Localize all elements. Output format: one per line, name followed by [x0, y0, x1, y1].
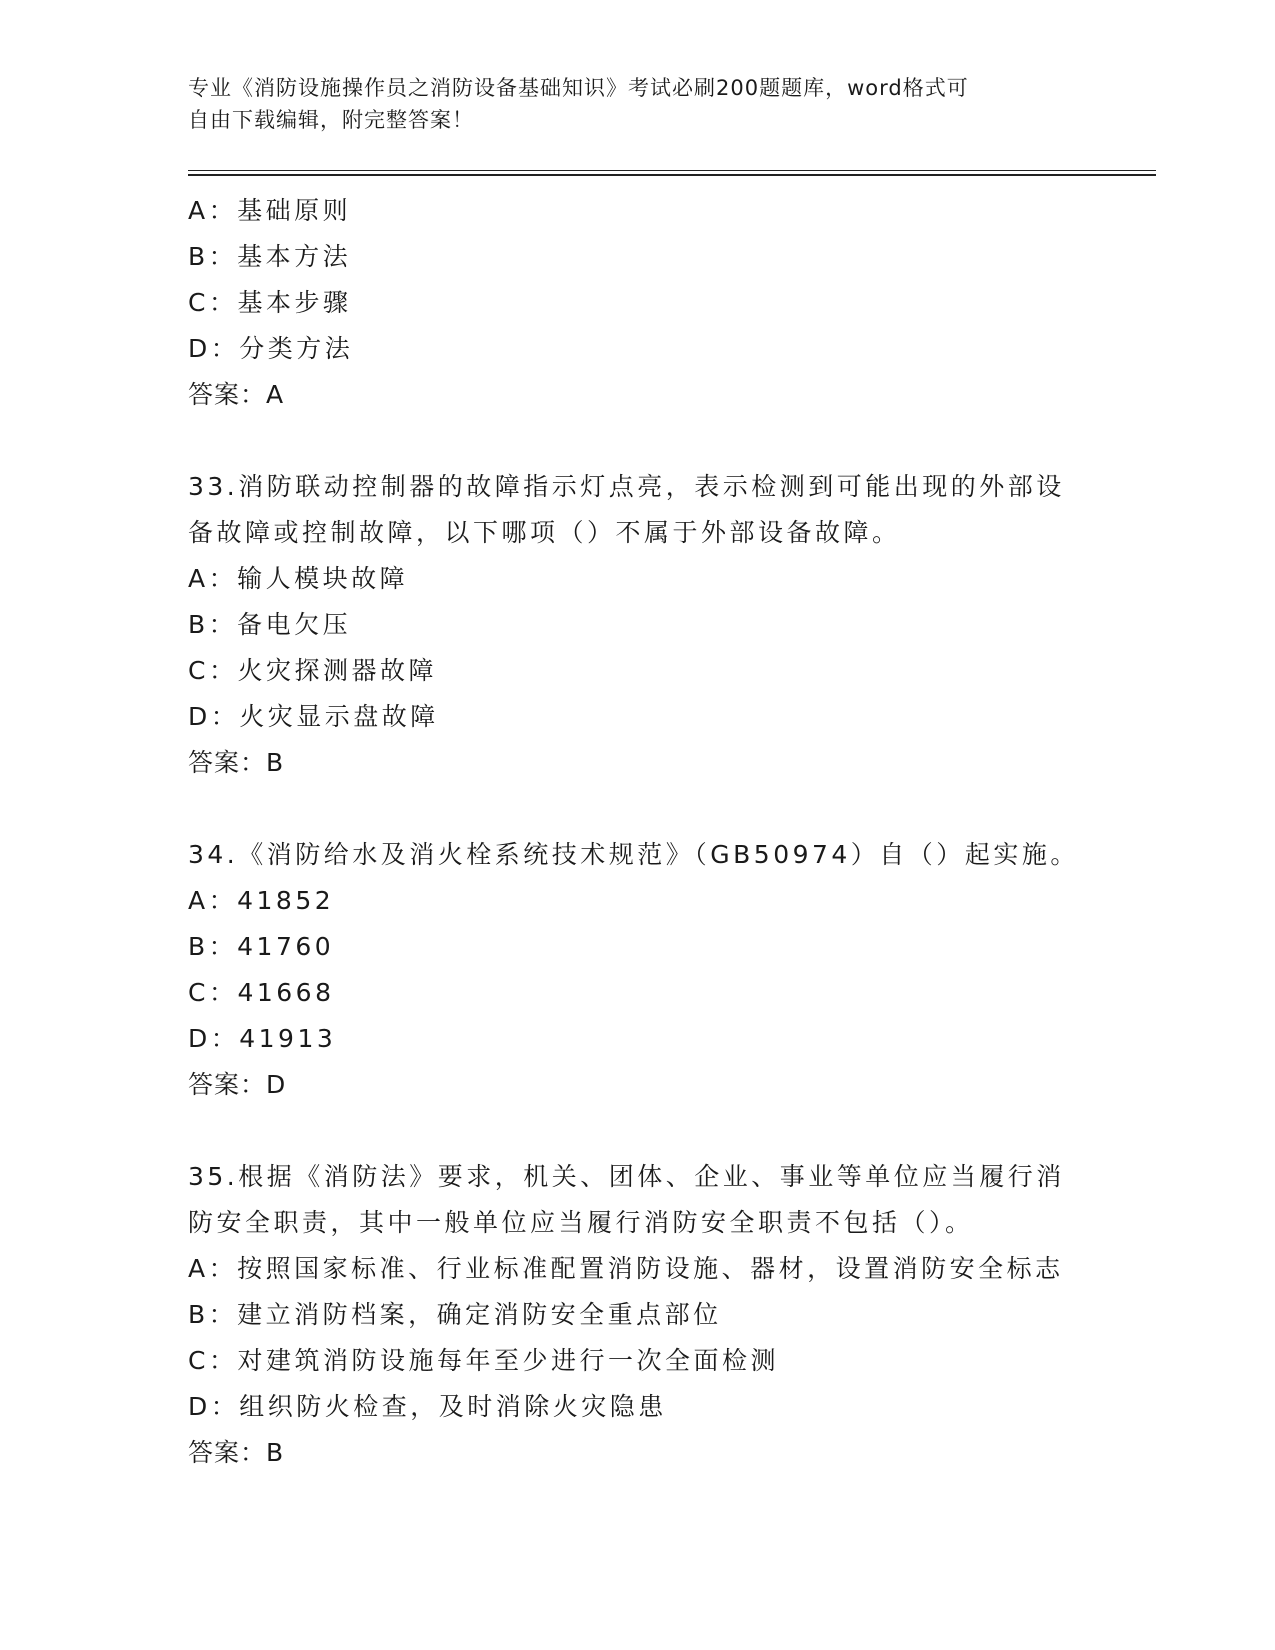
option-c: C：基本步骤	[188, 288, 352, 317]
option-b: B：备电欠压	[188, 610, 352, 639]
header-divider-thick	[188, 174, 1156, 176]
option-a: A：41852	[188, 886, 335, 915]
header-line-1: 专业《消防设施操作员之消防设备基础知识》考试必刷200题题库，word格式可	[188, 76, 969, 100]
question-35	[188, 1154, 1128, 1476]
option-c: C：火灾探测器故障	[188, 656, 437, 685]
question-stem-continued: 防安全职责，其中一般单位应当履行消防安全职责不包括（）。	[188, 1208, 974, 1237]
header-line-2: 自由下载编辑，附完整答案！	[188, 108, 474, 132]
question-list	[188, 188, 1128, 1476]
answer: 答案：A	[188, 380, 285, 409]
question-stem: 33.消防联动控制器的故障指示灯点亮，表示检测到可能出现的外部设	[188, 472, 1065, 501]
option-a: A：输人模块故障	[188, 564, 409, 593]
option-a: A：按照国家标准、行业标准配置消防设施、器材，设置消防安全标志	[188, 1254, 1064, 1283]
question-34	[188, 832, 1128, 1108]
option-b: B：建立消防档案，确定消防安全重点部位	[188, 1300, 722, 1329]
question-stem: 34.《消防给水及消火栓系统技术规范》（GB50974）自（）起实施。	[188, 840, 1079, 869]
option-c: C：41668	[188, 978, 335, 1007]
question-stem: 35.根据《消防法》要求，机关、团体、企业、事业等单位应当履行消	[188, 1162, 1065, 1191]
question-32	[188, 188, 1128, 418]
option-d: D：组织防火检查，及时消除火灾隐患	[188, 1392, 667, 1421]
option-d: D：41913	[188, 1024, 337, 1053]
header-divider-thin	[188, 170, 1156, 171]
option-d: D：火灾显示盘故障	[188, 702, 439, 731]
answer: 答案：D	[188, 1070, 287, 1099]
option-b: B：41760	[188, 932, 335, 961]
answer: 答案：B	[188, 748, 285, 777]
question-stem-continued: 备故障或控制故障，以下哪项（）不属于外部设备故障。	[188, 518, 901, 547]
question-33	[188, 464, 1128, 786]
option-c: C：对建筑消防设施每年至少进行一次全面检测	[188, 1346, 779, 1375]
option-d: D：分类方法	[188, 334, 354, 363]
document-header	[188, 72, 1088, 136]
answer: 答案：B	[188, 1438, 285, 1467]
option-a: A：基础原则	[188, 196, 352, 225]
option-b: B：基本方法	[188, 242, 352, 271]
